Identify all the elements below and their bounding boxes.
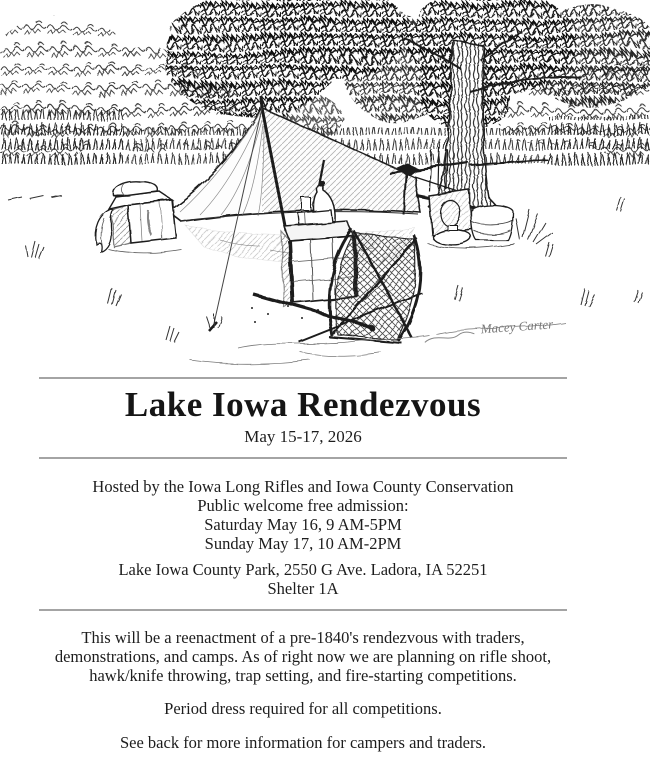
ground-dots [251,305,319,323]
description-line: hawk/knife throwing, trap setting, and fire-starting competitions. [89,666,517,686]
event-info [39,477,567,553]
divider-middle [39,457,567,459]
draped-cloth [95,209,113,252]
admission-line: Public welcome free admission: [197,496,409,516]
shelter-line: Shelter 1A [267,579,339,599]
sunday-hours-line: Sunday May 17, 10 AM-2PM [204,534,402,554]
svg-text:Macey Carter: Macey Carter [480,316,554,337]
description-line: demonstrations, and camps. As of right now we are planning on rifle shoot, [54,647,552,667]
storage-chest [95,182,182,253]
saturday-hours-line: Saturday May 16, 9 AM-5PM [204,515,402,535]
tent-peg [209,322,217,331]
location-info [39,560,567,598]
campsite-illustration [0,0,650,372]
address-line: Lake Iowa County Park, 2550 G Ave. Ladora, IA 52251 [118,560,488,580]
event-dates: May 15-17, 2026 [244,427,362,447]
divider-top [39,377,567,379]
hosted-by-line: Hosted by the Iowa Long Rifles and Iowa County Conservation [92,477,514,497]
page-title: Lake Iowa Rendezvous [124,385,482,424]
dress-code-line: Period dress required for all competitions. [164,699,442,719]
divider-bottom [39,609,567,611]
artist-signature [424,316,555,342]
event-description [39,628,567,685]
description-line: This will be a reenactment of a pre-1840's rendezvous with traders, [81,628,525,648]
more-info-line: See back for more information for campers and traders. [119,733,487,753]
